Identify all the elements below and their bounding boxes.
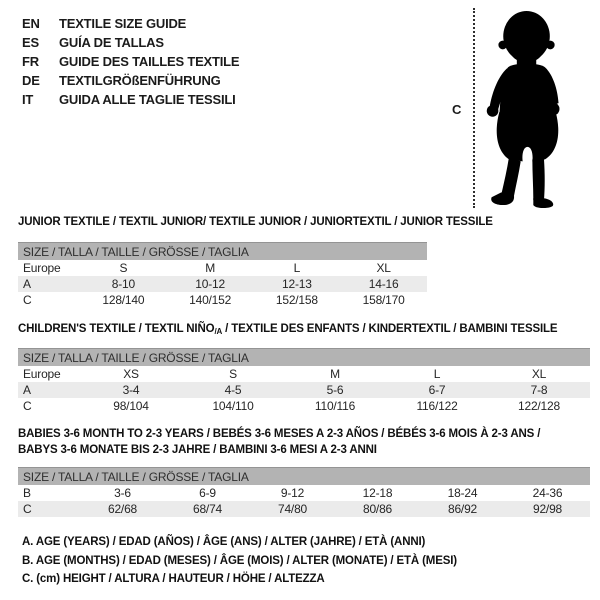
language-title: TEXTILGRÖßENFÜHRUNG: [59, 73, 221, 88]
cell: M: [205, 261, 216, 275]
babies-table-title: [18, 426, 540, 458]
cell: 122/128: [518, 399, 560, 413]
language-code: FR: [22, 54, 39, 69]
row-label: B: [23, 486, 31, 500]
cell: XL: [376, 261, 391, 275]
table-row: [18, 276, 427, 292]
language-row-fr: [22, 52, 239, 71]
size-header-cell: SIZE / TALLA / TAILLE / GRÖSSE / TAGLIA: [18, 468, 590, 486]
language-row-en: [22, 14, 239, 33]
table-row: [18, 260, 427, 276]
cell: 9-12: [280, 486, 305, 500]
cell: 62/68: [80, 501, 165, 517]
table-row: [18, 485, 590, 501]
cell: 6-7: [386, 382, 488, 398]
cell: 68/74: [165, 501, 250, 517]
language-code: IT: [22, 92, 34, 107]
row-label: C: [23, 293, 32, 307]
language-row-it: [22, 90, 239, 109]
cell: 5-6: [284, 382, 386, 398]
cell: 10-12: [167, 276, 254, 292]
language-title: GUIDE DES TAILLES TEXTILE: [59, 54, 240, 69]
language-title: GUÍA DE TALLAS: [59, 35, 164, 50]
table-row: [18, 382, 590, 398]
cell: 80/86: [335, 501, 420, 517]
table-row: [18, 292, 427, 308]
cell: 4-5: [182, 382, 284, 398]
children-size-table: [18, 348, 590, 414]
table-row: [18, 501, 590, 517]
cell: 140/152: [189, 293, 232, 307]
children-title-subscript: /A: [214, 327, 223, 336]
cell: L: [293, 261, 301, 275]
cell: 14-16: [340, 276, 427, 292]
babies-title-line2: BABYS 3-6 MONATE BIS 2-3 JAHRE / BAMBINI 3-6 MESI A 2-3 ANNI: [18, 444, 377, 456]
language-title: GUIDA ALLE TAGLIE TESSILI: [59, 92, 236, 107]
children-table-title: [18, 321, 557, 340]
table-header-row: [18, 243, 427, 261]
children-title-post: / TEXTILE DES ENFANTS / KINDERTEXTIL / BAMBINI TESSILE: [222, 323, 558, 335]
cell: 158/170: [362, 293, 405, 307]
language-code: DE: [22, 73, 40, 88]
cell: XL: [531, 367, 547, 381]
footnote-legend: [22, 533, 457, 589]
babies-size-table: [18, 467, 590, 517]
cell: 104/110: [212, 399, 254, 413]
cell: 3-4: [80, 382, 182, 398]
row-label: C: [23, 399, 32, 413]
cell: 86/92: [420, 501, 505, 517]
cell: M: [330, 367, 340, 381]
cell: 110/116: [314, 399, 356, 413]
cell: 128/140: [102, 293, 145, 307]
row-label: C: [18, 501, 80, 517]
toddler-silhouette-image: [479, 9, 576, 208]
cell: 152/158: [275, 293, 318, 307]
row-label: Europe: [23, 367, 61, 381]
cell: 3-6: [114, 486, 131, 500]
cell: 74/80: [250, 501, 335, 517]
junior-table-title: JUNIOR TEXTILE / TEXTIL JUNIOR/ TEXTILE JUNIOR / JUNIORTEXTIL / JUNIOR TESSILE: [18, 216, 493, 228]
language-code: ES: [22, 35, 39, 50]
cell: 98/104: [113, 399, 149, 413]
cell: 7-8: [488, 382, 590, 398]
cell: 92/98: [505, 501, 590, 517]
babies-title-line1: BABIES 3-6 MONTH TO 2-3 YEARS / BEBÉS 3-6 MESES A 2-3 AÑOS / BÉBÉS 3-6 MOIS À 2-3 ANS /: [18, 428, 541, 440]
cell: 12-13: [254, 276, 341, 292]
language-row-es: [22, 33, 239, 52]
junior-size-table: [18, 242, 427, 308]
cell: S: [229, 367, 237, 381]
footnote-age-months: B. AGE (MONTHS) / EDAD (MESES) / ÂGE (MOIS) / ALTER (MONATE) / ETÀ (MESI): [22, 554, 457, 567]
footnote-age-years: A. AGE (YEARS) / EDAD (AÑOS) / ÂGE (ANS) / ALTER (JAHRE) / ETÀ (ANNI): [22, 536, 426, 548]
language-title-list: [22, 14, 239, 109]
size-header-cell: SIZE / TALLA / TAILLE / GRÖSSE / TAGLIA: [18, 243, 427, 261]
row-label: Europe: [23, 261, 61, 275]
footnote-height-cm: C. (cm) HEIGHT / ALTURA / HAUTEUR / HÖHE / ALTEZZA: [22, 573, 325, 585]
cell: 24-36: [532, 486, 563, 500]
table-row: [18, 398, 590, 414]
table-header-row: [18, 349, 590, 367]
row-label: A: [18, 382, 80, 398]
cell: L: [433, 367, 441, 381]
language-title: TEXTILE SIZE GUIDE: [59, 16, 187, 31]
cell: 6-9: [199, 486, 216, 500]
size-header-cell: SIZE / TALLA / TAILLE / GRÖSSE / TAGLIA: [18, 349, 590, 367]
language-code: EN: [22, 16, 40, 31]
height-measure-dotted-line: [473, 8, 475, 208]
cell: 116/122: [416, 399, 458, 413]
height-measure-label: C: [452, 102, 462, 117]
table-row: [18, 366, 590, 382]
children-title-pre: CHILDREN'S TEXTILE / TEXTIL NIÑO: [18, 323, 215, 335]
cell: S: [119, 261, 128, 275]
cell: 12-18: [362, 486, 393, 500]
language-row-de: [22, 71, 239, 90]
cell: 18-24: [447, 486, 478, 500]
row-label: A: [18, 276, 80, 292]
cell: 8-10: [80, 276, 167, 292]
cell: XS: [123, 367, 139, 381]
table-header-row: [18, 468, 590, 486]
